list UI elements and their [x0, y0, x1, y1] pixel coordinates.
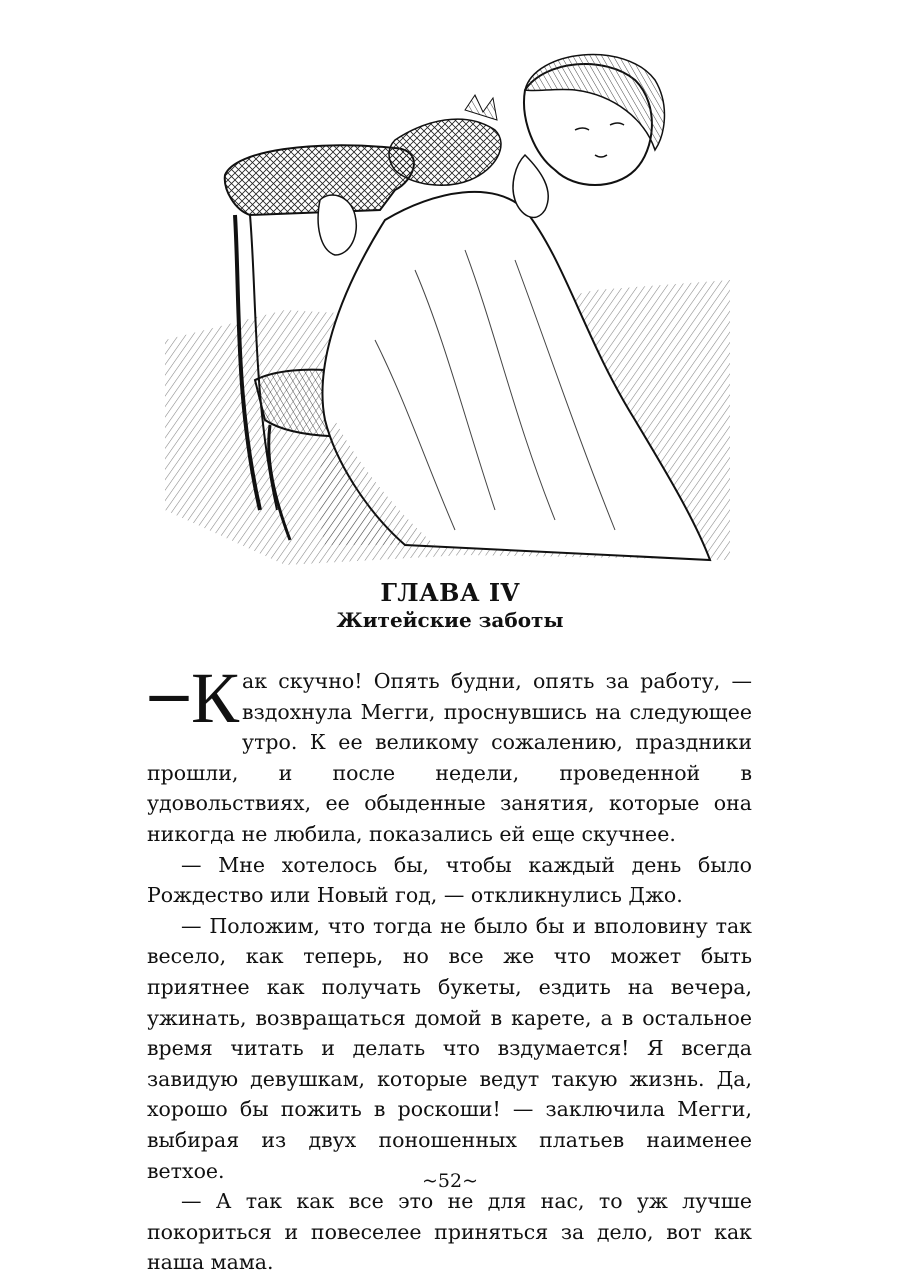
- paragraph-text: ак скучно! Опять будни, опять за работу, — вздохнула Мегги, проснувшись на следующее утро. К ее великому сожалению, праздники прошли, и после недели, проведенной в удовольствиях, ее обыденные занятия, которые она никогда не любила, показались ей еще скучнее.: [147, 669, 752, 846]
- paragraph: — А так как все это не для нас, то уж лучше покориться и повеселее приняться за дело, вот как наша мама.: [147, 1189, 752, 1275]
- drop-cap: [147, 658, 240, 738]
- paragraph: [147, 658, 752, 850]
- paragraph: — Положим, что тогда не было бы и вполовину так весело, как теперь, но все же что может быть приятнее как получать букеты, ездить на вечера, ужинать, возвращаться домой в карете, а в остальное время читать и делать что вздумается! Я всегда завидую девушкам, которые ведут такую жизнь. Да, хорошо бы пожить в роскоши! — заключила Мегги, выбирая из двух поношенных платьев наименее ветхое.: [147, 913, 752, 1183]
- drop-cap-dash: —: [147, 670, 191, 721]
- chapter-number: ГЛАВА IV: [380, 578, 520, 607]
- drop-cap-letter: К: [191, 658, 240, 738]
- engraving-girl-with-kitten-on-chair: [165, 40, 730, 580]
- chapter-title: Житейские заботы: [336, 608, 564, 632]
- paragraph: — Мне хотелось бы, чтобы каждый день было Рождество или Новый год, — откликнулись Джо.: [147, 852, 752, 908]
- page-number: ~52~: [421, 1170, 479, 1192]
